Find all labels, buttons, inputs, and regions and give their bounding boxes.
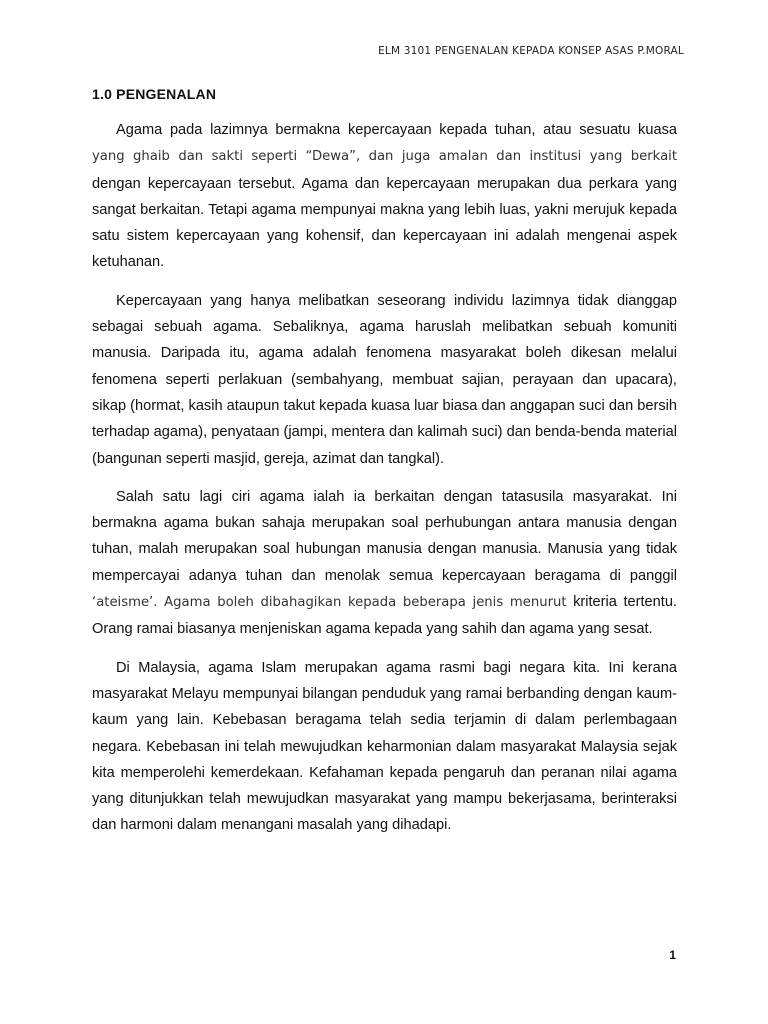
paragraph-4: Di Malaysia, agama Islam merupakan agama rasmi bagi negara kita. Ini kerana masyarakat Melayu mempunyai bilangan penduduk yang ramai berbanding dengan kaum-kaum yang lain. Kebebasan beragama telah sedia terjamin di dalam perlembagaan negara. Kebebasan ini telah mewujudkan keharmonian dalam masyarakat Malaysia sejak kita memperolehi kemerdekaan. Kefahaman kepada pengaruh dan peranan nilai agama yang ditunjukkan telah mewujudkan masyarakat yang mampu bekerjasama, berinteraksi dan harmoni dalam menangani masalah yang dihadapi. xyxy=(92,659,677,834)
paragraph-1-part-1: Agama pada lazimnya bermakna kepercayaan kepada tuhan, atau sesuatu kuasa xyxy=(116,122,677,138)
paragraph-1-part-2: yang ghaib dan sakti seperti “Dewa”, dan juga amalan dan institusi yang berkait xyxy=(92,149,677,165)
paragraph-2: Kepercayaan yang hanya melibatkan seseorang individu lazimnya tidak dianggap sebagai sebuah agama. Sebaliknya, agama haruslah melibatkan sebuah komuniti manusia. Daripada itu, agama adalah fenomena masyarakat boleh dikesan melalui fenomena seperti perlakuan (sembahyang, membuat sajian, perayaan dan upacara), sikap (hormat, kasih ataupun takut kepada kuasa luar biasa dan anggapan suci dan bersih terhadap agama), penyataan (jampi, mentera dan kalimah suci) dan benda-benda material (bangunan seperti masjid, gereja, azimat dan tangkal). xyxy=(92,292,677,467)
paragraph-1-part-3: dengan kepercayaan tersebut. Agama dan kepercayaan merupakan dua perkara yang sangat berkaitan. Tetapi agama mempunyai makna yang lebih luas, yakni merujuk kepada satu sistem kepercayaan yang kohensif, dan kepercayaan ini adalah mengenai aspek ketuhanan. xyxy=(92,175,677,271)
paragraph-3 xyxy=(92,484,677,643)
paragraph-1 xyxy=(92,117,677,276)
section-title: 1.0 PENGENALAN xyxy=(92,86,217,102)
paragraph-3-part-3: kriteria tertentu. Orang ramai biasanya menjeniskan agama kepada yang sahih dan agama yang sesat. xyxy=(92,594,677,638)
body-text xyxy=(92,117,677,851)
paragraph-3-part-1: Salah satu lagi ciri agama ialah ia berkaitan dengan tatasusila masyarakat. Ini bermakna agama bukan sahaja merupakan soal perhubungan antara manusia dengan tuhan, malah merupakan soal hubungan manusia dengan manusia. Manusia yang tidak mempercayai adanya tuhan dan menolak semua kepercayaan beragama di panggil xyxy=(92,488,677,584)
page-number: 1 xyxy=(669,948,676,962)
running-header: ELM 3101 PENGENALAN KEPADA KONSEP ASAS P.MORAL xyxy=(378,45,684,57)
paragraph-3-part-2: ‘ateisme’. Agama boleh dibahagikan kepada beberapa jenis menurut xyxy=(92,595,567,611)
